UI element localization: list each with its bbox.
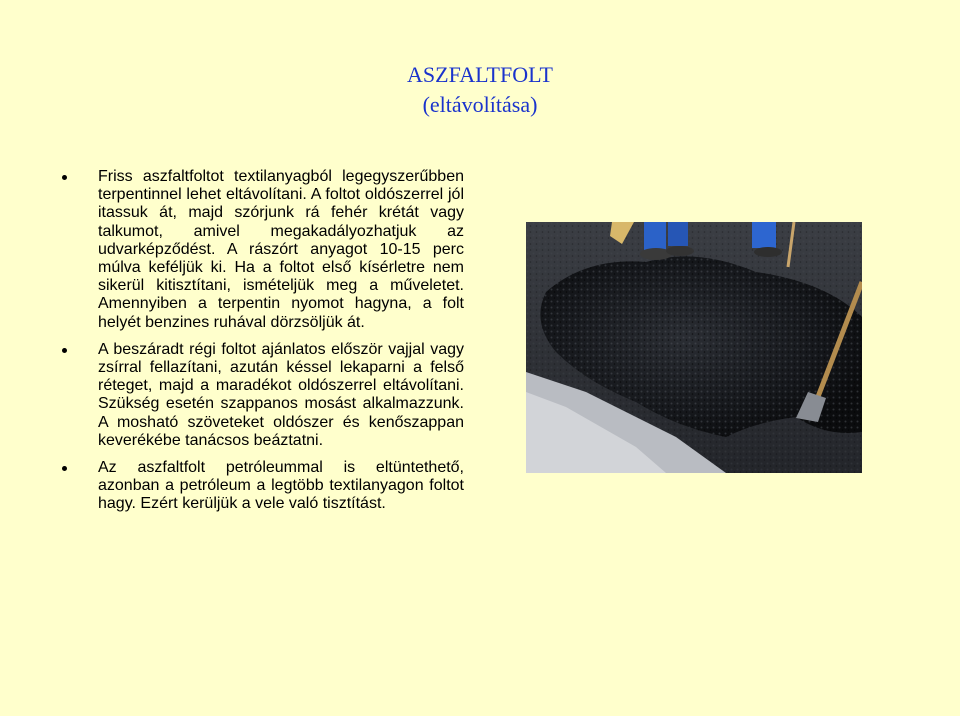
bullet-dot-icon bbox=[62, 175, 67, 180]
title-main: ASZFALTFOLT bbox=[407, 62, 553, 87]
title-sub: (eltávolítása) bbox=[422, 92, 538, 117]
bullet-item bbox=[60, 168, 464, 332]
bullet-item bbox=[60, 341, 464, 450]
bullet-list bbox=[60, 168, 464, 523]
bullet-text: A beszáradt régi foltot ajánlatos először vajjal vagy zsírral fellazítani, azután késsel lekaparni a felső réteget, majd a maradékot oldószerrel eltávolítani. Szükség esetén szappanos mosást alkalmazzunk. A mosható szöveteket oldószer és kenőszappan keverékébe tanácsos beáztatni. bbox=[98, 340, 464, 449]
bullet-text: Friss aszfaltfoltot textilanyagból legegyszerűbben terpentinnel lehet eltávolítani. A foltot oldószerrel jól itassuk át, majd szórjunk rá fehér krétát vagy talkumot, amivel megakadályozhatjuk az udvarképződést. A rászórt anyagot 10-15 perc múlva keféljük ki. Ha a foltot első kísérletre nem sikerül kitisztítani, ismételjük meg a műveletet. Amennyiben a terpentin nyomot hagyna, a folt helyét benzines ruhával dörzsöljük át. bbox=[98, 168, 464, 331]
asphalt-photo-illustration bbox=[526, 222, 862, 473]
asphalt-photo bbox=[526, 222, 862, 473]
bullet-text: Az aszfaltfolt petróleummal is eltüntethető, azonban a petróleum a legtöbb textilanyagon foltot hagy. Ezért kerüljük a vele való tisztítást. bbox=[98, 459, 464, 513]
bullet-item bbox=[60, 459, 464, 514]
bullet-dot-icon bbox=[62, 348, 67, 353]
slide-title bbox=[300, 60, 660, 120]
bullet-dot-icon bbox=[62, 466, 67, 471]
